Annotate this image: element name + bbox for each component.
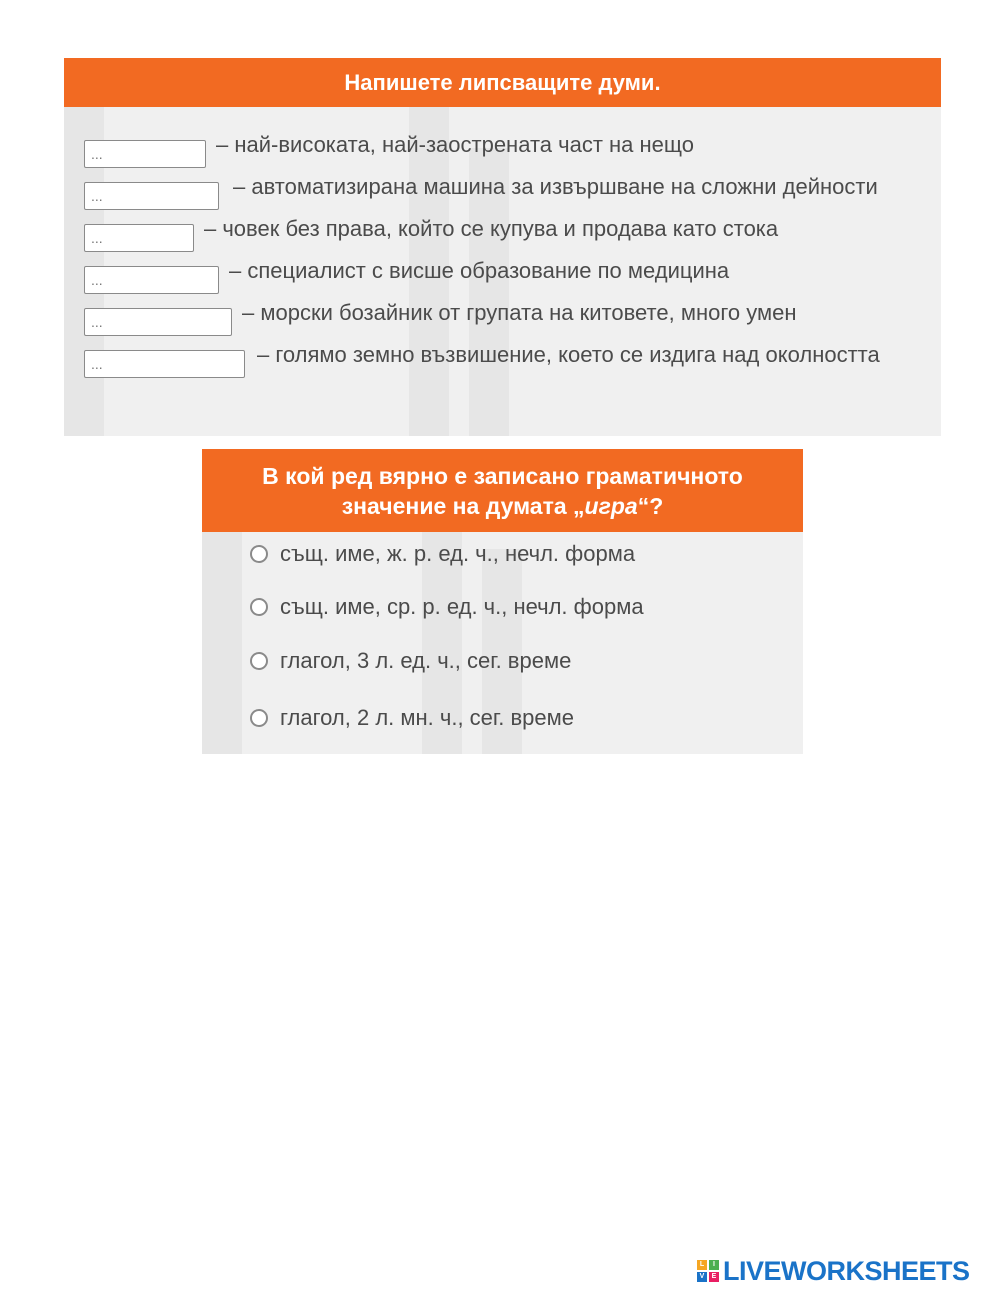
answer-option-4[interactable] (250, 705, 574, 731)
logo-block: L (697, 1260, 707, 1270)
radio-button[interactable] (250, 709, 268, 727)
logo-block: V (697, 1272, 707, 1282)
definition-text: – голямо земно възвишение, което се издига над околността (257, 342, 880, 367)
definition-row (84, 252, 924, 294)
question-line-2 (342, 491, 664, 521)
exercise-multiple-choice (202, 449, 803, 754)
answer-option-1[interactable] (250, 541, 635, 567)
option-label: същ. име, ср. р. ед. ч., нечл. форма (280, 594, 644, 619)
background-decoration (202, 532, 242, 754)
answer-field-4[interactable] (84, 266, 219, 294)
option-label: глагол, 3 л. ед. ч., сег. време (280, 648, 572, 673)
definition-text: – най-високата, най-заострената част на нещо (216, 132, 694, 157)
question-text: значение на думата „ (341, 492, 585, 519)
definition-row (84, 210, 924, 252)
definition-text: – морски бозайник от групата на китовете, много умен (242, 300, 797, 325)
exercise-fill-in-words (64, 58, 941, 436)
definition-text: – човек без права, който се купува и продава като стока (204, 216, 779, 241)
option-label: същ. име, ж. р. ед. ч., нечл. форма (280, 541, 636, 566)
radio-button[interactable] (250, 598, 268, 616)
answer-field-5[interactable] (84, 308, 232, 336)
logo-block: E (709, 1272, 719, 1282)
definition-text: – специалист с висше образование по медицина (229, 258, 730, 283)
question-text: “? (637, 492, 664, 519)
option-label: глагол, 2 л. мн. ч., сег. време (280, 705, 574, 730)
answer-field-3[interactable] (84, 224, 194, 252)
question-line-1: В кой ред вярно е записано граматичното (262, 462, 743, 489)
question-title (202, 449, 803, 532)
radio-button[interactable] (250, 652, 268, 670)
answer-field-2[interactable] (84, 182, 219, 210)
definition-row (84, 294, 924, 336)
radio-button[interactable] (250, 545, 268, 563)
definition-row (84, 126, 924, 168)
answer-option-3[interactable] (250, 648, 571, 674)
logo-block: I (709, 1260, 719, 1270)
answer-field-6[interactable] (84, 350, 245, 378)
definition-row (84, 336, 924, 378)
exercise-title: Напишете липсващите думи. (64, 58, 941, 107)
question-word: игра (584, 492, 638, 519)
logo-icon (697, 1260, 719, 1282)
answer-field-1[interactable] (84, 140, 206, 168)
definitions-list (84, 126, 924, 378)
definition-text: – автоматизирана машина за извършване на сложни дейности (233, 174, 878, 199)
liveworksheets-logo (697, 1256, 970, 1286)
answer-option-2[interactable] (250, 594, 644, 620)
definition-row (84, 168, 924, 210)
logo-text: LIVEWORKSHEETS (723, 1255, 970, 1286)
